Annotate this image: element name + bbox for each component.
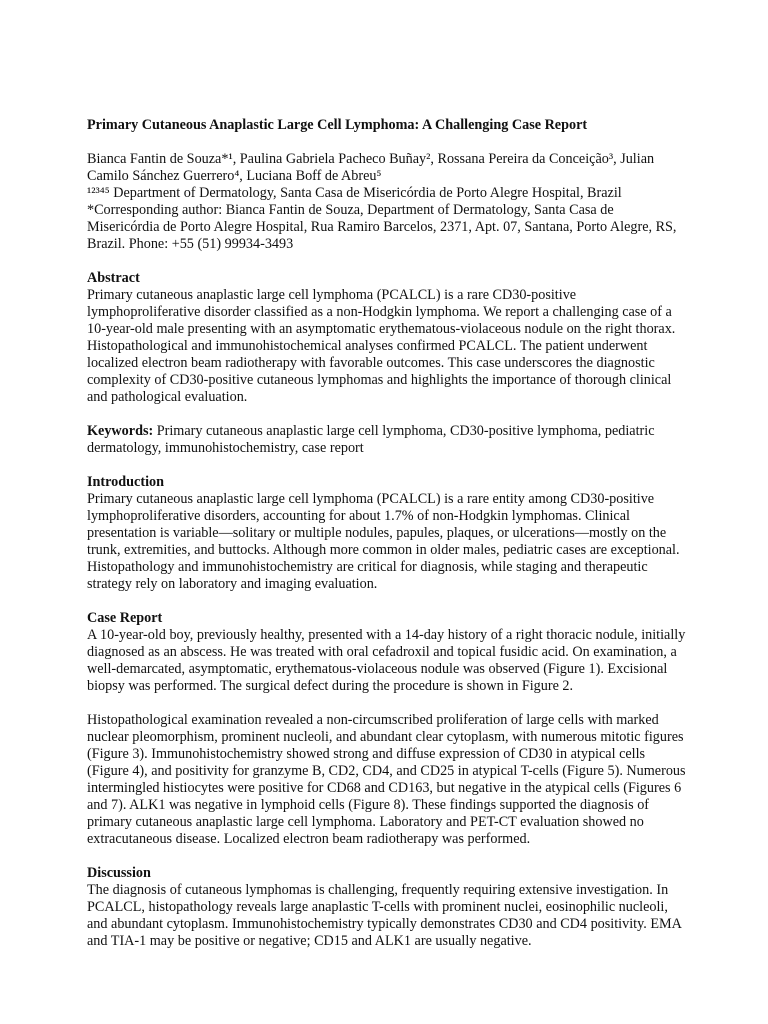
paper-title: Primary Cutaneous Anaplastic Large Cell Lymphoma: A Challenging Case Report <box>87 117 588 133</box>
discussion-section <box>87 865 687 950</box>
keywords-line <box>87 423 687 457</box>
author-names: Bianca Fantin de Souza*¹, Paulina Gabriela Pacheco Buñay², Rossana Pereira da Conceição³, Julian Camilo Sánchez Guerrero⁴, Luciana Boff de Abreu⁵ <box>87 151 655 184</box>
case-report-heading: Case Report <box>87 610 163 626</box>
introduction-section <box>87 474 687 593</box>
corresponding-author: *Corresponding author: Bianca Fantin de Souza, Department of Dermatology, Santa Casa de Misericórdia de Porto Alegre Hospital, Rua Ramiro Barcelos, 2371, Apt. 07, Santana, Porto Alegre, RS, Brazil. Phone: +55 (51) 99934-3493 <box>87 202 677 252</box>
document-page <box>87 117 687 967</box>
introduction-text: Primary cutaneous anaplastic large cell lymphoma (PCALCL) is a rare entity among CD30-positive lymphoproliferative disorders, accounting for about 1.7% of non-Hodgkin lymphomas. Clinical presentation is variable—solitary or multiple nodules, papules, plaques, or ulcerations—mostly on the trunk, extremities, and buttocks. Although more common in older males, pediatric cases are exceptional. Histopathology and immunohistochemistry are critical for diagnosis, while staging and therapeutic strategy rely on laboratory and imaging evaluation. <box>87 491 680 592</box>
introduction-heading: Introduction <box>87 474 164 490</box>
keywords-text: Primary cutaneous anaplastic large cell lymphoma, CD30-positive lymphoma, pediatric dermatology, immunohistochemistry, case report <box>87 423 655 456</box>
keywords-label: Keywords: <box>87 423 154 439</box>
author-affiliation: ¹²³⁴⁵ Department of Dermatology, Santa Casa de Misericórdia de Porto Alegre Hospital, Brazil <box>87 185 622 201</box>
abstract-section <box>87 270 687 406</box>
author-block <box>87 151 687 253</box>
case-report-continued <box>87 712 687 848</box>
case-report-paragraph-1: A 10-year-old boy, previously healthy, presented with a 14-day history of a right thoracic nodule, initially diagnosed as an abscess. He was treated with oral cefadroxil and topical fusidic acid. On examination, a well-demarcated, asymptomatic, erythematous-violaceous nodule was observed (Figure 1). Excisional biopsy was performed. The surgical defect during the procedure is shown in Figure 2. <box>87 627 686 694</box>
abstract-text: Primary cutaneous anaplastic large cell lymphoma (PCALCL) is a rare CD30-positive lymphoproliferative disorder classified as a non-Hodgkin lymphoma. We report a challenging case of a 10-year-old male presenting with an asymptomatic erythematous-violaceous nodule on the right thorax. Histopathological and immunohistochemical analyses confirmed PCALCL. The patient underwent localized electron beam radiotherapy with favorable outcomes. This case underscores the diagnostic complexity of CD30-positive cutaneous lymphomas and highlights the importance of thorough clinical and pathological evaluation. <box>87 287 676 405</box>
case-report-paragraph-2: Histopathological examination revealed a non-circumscribed proliferation of large cells with marked nuclear pleomorphism, prominent nucleoli, and abundant clear cytoplasm, with numerous mitotic figures (Figure 3). Immunohistochemistry showed strong and diffuse expression of CD30 in atypical cells (Figure 4), and positivity for granzyme B, CD2, CD4, and CD25 in atypical T-cells (Figure 5). Numerous intermingled histiocytes were positive for CD68 and CD163, but negative in the atypical cells (Figures 6 and 7). ALK1 was negative in lymphoid cells (Figure 8). These findings supported the diagnosis of primary cutaneous anaplastic large cell lymphoma. Laboratory and PET-CT evaluation showed no extracutaneous disease. Localized electron beam radiotherapy was performed. <box>87 712 686 847</box>
case-report-section <box>87 610 687 695</box>
abstract-heading: Abstract <box>87 270 140 286</box>
discussion-heading: Discussion <box>87 865 151 881</box>
discussion-text: The diagnosis of cutaneous lymphomas is challenging, frequently requiring extensive investigation. In PCALCL, histopathology reveals large anaplastic T-cells with prominent nuclei, eosinophilic nucleoli, and abundant cytoplasm. Immunohistochemistry typically demonstrates CD30 and CD4 positivity. EMA and TIA-1 may be positive or negative; CD15 and ALK1 are usually negative. <box>87 882 682 949</box>
keywords-section <box>87 423 687 457</box>
